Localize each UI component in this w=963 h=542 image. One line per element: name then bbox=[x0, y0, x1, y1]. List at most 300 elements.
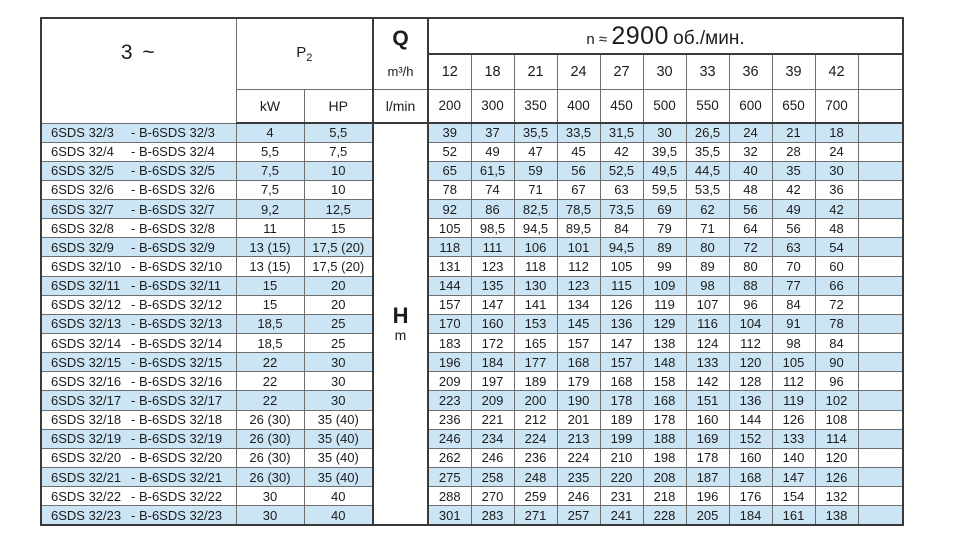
flow-m3h-value-cell: 42 bbox=[815, 54, 858, 89]
flow-label: Q bbox=[392, 26, 409, 50]
head-value-cell: 177 bbox=[514, 353, 557, 372]
head-value-cell: 78 bbox=[428, 180, 471, 199]
model-name-b-variant: - B-6SDS 32/9 bbox=[131, 239, 215, 255]
table-row bbox=[41, 238, 903, 257]
head-value-cell: 188 bbox=[643, 429, 686, 448]
flow-m3h-value-cell: 36 bbox=[729, 54, 772, 89]
hp-unit-cell: HP bbox=[304, 89, 373, 123]
model-name-b-variant: - B-6SDS 32/19 bbox=[131, 431, 223, 447]
head-value-cell: 91 bbox=[772, 314, 815, 333]
head-value-cell: 31,5 bbox=[600, 123, 643, 142]
head-value-cell: 32 bbox=[729, 142, 772, 161]
head-value-cell: 24 bbox=[815, 142, 858, 161]
head-value-cell: 86 bbox=[471, 200, 514, 219]
table-row bbox=[41, 410, 903, 429]
head-value-cell: 126 bbox=[600, 295, 643, 314]
table-row bbox=[41, 334, 903, 353]
table-row bbox=[41, 219, 903, 238]
head-value-cell: 288 bbox=[428, 487, 471, 506]
power-kw-cell: 9,2 bbox=[236, 200, 304, 219]
head-value-cell: 36 bbox=[815, 180, 858, 199]
model-name-b-variant: - B-6SDS 32/13 bbox=[131, 316, 223, 332]
head-value-cell: 131 bbox=[428, 257, 471, 276]
table-row bbox=[41, 295, 903, 314]
model-name-b-variant: - B-6SDS 32/10 bbox=[131, 259, 223, 275]
power-hp-cell: 5,5 bbox=[304, 123, 373, 142]
head-value-cell: 48 bbox=[729, 180, 772, 199]
head-value-cell: 56 bbox=[557, 161, 600, 180]
head-value-cell: 275 bbox=[428, 468, 471, 487]
power-kw-cell: 22 bbox=[236, 353, 304, 372]
head-value-cell: 178 bbox=[686, 448, 729, 467]
power-kw-cell: 18,5 bbox=[236, 334, 304, 353]
head-value-cell: 200 bbox=[514, 391, 557, 410]
head-value-cell: 123 bbox=[471, 257, 514, 276]
head-value-cell: 119 bbox=[772, 391, 815, 410]
flow-m3h-value-cell: 39 bbox=[772, 54, 815, 89]
head-value-cell: 49,5 bbox=[643, 161, 686, 180]
pump-table-container bbox=[40, 17, 904, 526]
head-value-cell: 53,5 bbox=[686, 180, 729, 199]
head-value-cell: 98 bbox=[772, 334, 815, 353]
model-name-b-variant: - B-6SDS 32/6 bbox=[131, 182, 215, 198]
flow-m3h-value-cell: 12 bbox=[428, 54, 471, 89]
head-value-cell: 147 bbox=[600, 334, 643, 353]
table-row bbox=[41, 276, 903, 295]
head-value-cell: 196 bbox=[686, 487, 729, 506]
model-name: 6SDS 32/14 bbox=[51, 335, 122, 351]
model-name-b-variant: - B-6SDS 32/8 bbox=[131, 220, 215, 236]
head-value-cell: 209 bbox=[471, 391, 514, 410]
head-value-cell: 184 bbox=[471, 353, 514, 372]
head-value-cell: 99 bbox=[643, 257, 686, 276]
head-value-cell: 56 bbox=[772, 219, 815, 238]
head-value-cell: 130 bbox=[514, 276, 557, 295]
table-row bbox=[41, 468, 903, 487]
table-header bbox=[41, 18, 903, 123]
head-value-cell: 33,5 bbox=[557, 123, 600, 142]
head-value-cell: 189 bbox=[600, 410, 643, 429]
head-value-cell: 105 bbox=[772, 353, 815, 372]
head-value-cell: 151 bbox=[686, 391, 729, 410]
head-value-cell: 210 bbox=[600, 448, 643, 467]
head-value-cell: 138 bbox=[643, 334, 686, 353]
head-value-cell: 84 bbox=[772, 295, 815, 314]
model-name: 6SDS 32/17 bbox=[51, 393, 122, 409]
phase-label: 3 ~ bbox=[120, 41, 157, 64]
head-value-cell: 136 bbox=[600, 314, 643, 333]
model-name: 6SDS 32/22 bbox=[51, 488, 122, 504]
model-cell bbox=[41, 142, 236, 161]
power-kw-cell: 13 (15) bbox=[236, 238, 304, 257]
power-hp-cell: 12,5 bbox=[304, 200, 373, 219]
power-hp-cell: 40 bbox=[304, 487, 373, 506]
head-value-cell: 283 bbox=[471, 506, 514, 525]
flow-lmin-value-cell: 550 bbox=[686, 89, 729, 123]
power-kw-cell: 15 bbox=[236, 295, 304, 314]
model-name-b-variant: - B-6SDS 32/15 bbox=[131, 354, 223, 370]
head-value-cell: 39 bbox=[428, 123, 471, 142]
head-value-cell: 59 bbox=[514, 161, 557, 180]
speed-value: 2900 bbox=[611, 21, 669, 50]
head-value-cell: 94,5 bbox=[600, 238, 643, 257]
model-name: 6SDS 32/21 bbox=[51, 469, 122, 485]
power-hp-cell: 7,5 bbox=[304, 142, 373, 161]
head-value-cell: 71 bbox=[514, 180, 557, 199]
head-value-cell: 129 bbox=[643, 314, 686, 333]
power-kw-cell: 11 bbox=[236, 219, 304, 238]
flow-m3h-empty-cell bbox=[858, 54, 903, 89]
table-row bbox=[41, 429, 903, 448]
flow-lmin-empty-cell bbox=[858, 89, 903, 123]
head-value-cell: 80 bbox=[729, 257, 772, 276]
head-value-cell: 235 bbox=[557, 468, 600, 487]
model-name-b-variant: - B-6SDS 32/22 bbox=[131, 488, 223, 504]
head-value-cell: 218 bbox=[643, 487, 686, 506]
head-empty-cell bbox=[858, 219, 903, 238]
model-name: 6SDS 32/15 bbox=[51, 354, 122, 370]
model-name: 6SDS 32/10 bbox=[51, 259, 122, 275]
head-value-cell: 136 bbox=[729, 391, 772, 410]
head-value-cell: 105 bbox=[428, 219, 471, 238]
model-name-b-variant: - B-6SDS 32/4 bbox=[131, 144, 215, 160]
head-value-cell: 45 bbox=[557, 142, 600, 161]
head-value-cell: 168 bbox=[643, 391, 686, 410]
head-value-cell: 170 bbox=[428, 314, 471, 333]
table-row bbox=[41, 372, 903, 391]
head-value-cell: 21 bbox=[772, 123, 815, 142]
head-value-cell: 128 bbox=[729, 372, 772, 391]
head-value-cell: 35 bbox=[772, 161, 815, 180]
head-value-cell: 198 bbox=[643, 448, 686, 467]
head-value-cell: 115 bbox=[600, 276, 643, 295]
head-value-cell: 112 bbox=[772, 372, 815, 391]
power-kw-cell: 15 bbox=[236, 276, 304, 295]
head-value-cell: 262 bbox=[428, 448, 471, 467]
head-empty-cell bbox=[858, 506, 903, 525]
head-value-cell: 132 bbox=[815, 487, 858, 506]
head-value-cell: 28 bbox=[772, 142, 815, 161]
model-name-b-variant: - B-6SDS 32/3 bbox=[131, 125, 215, 141]
table-row bbox=[41, 142, 903, 161]
head-value-cell: 183 bbox=[428, 334, 471, 353]
model-name-b-variant: - B-6SDS 32/14 bbox=[131, 335, 223, 351]
head-value-cell: 144 bbox=[729, 410, 772, 429]
power-hp-cell: 30 bbox=[304, 391, 373, 410]
table-row bbox=[41, 353, 903, 372]
head-value-cell: 42 bbox=[600, 142, 643, 161]
head-empty-cell bbox=[858, 257, 903, 276]
power-label: P bbox=[296, 43, 307, 61]
head-value-cell: 39,5 bbox=[643, 142, 686, 161]
head-value-cell: 208 bbox=[643, 468, 686, 487]
head-value-cell: 35,5 bbox=[686, 142, 729, 161]
head-value-cell: 120 bbox=[815, 448, 858, 467]
head-value-cell: 157 bbox=[557, 334, 600, 353]
head-value-cell: 63 bbox=[772, 238, 815, 257]
head-value-cell: 98,5 bbox=[471, 219, 514, 238]
speed-prefix: n ≈ bbox=[586, 30, 608, 48]
power-hp-cell: 10 bbox=[304, 180, 373, 199]
model-name-b-variant: - B-6SDS 32/16 bbox=[131, 373, 223, 389]
head-value-cell: 123 bbox=[557, 276, 600, 295]
power-kw-cell: 26 (30) bbox=[236, 429, 304, 448]
model-name: 6SDS 32/6 bbox=[51, 182, 114, 198]
flow-lmin-value-cell: 200 bbox=[428, 89, 471, 123]
head-value-cell: 145 bbox=[557, 314, 600, 333]
head-value-cell: 221 bbox=[471, 410, 514, 429]
head-value-cell: 88 bbox=[729, 276, 772, 295]
head-value-cell: 184 bbox=[729, 506, 772, 525]
head-value-cell: 98 bbox=[686, 276, 729, 295]
flow-header-cell bbox=[373, 18, 428, 89]
head-value-cell: 59,5 bbox=[643, 180, 686, 199]
power-kw-cell: 30 bbox=[236, 487, 304, 506]
head-value-cell: 126 bbox=[772, 410, 815, 429]
phase-header-cell bbox=[41, 18, 236, 123]
head-value-cell: 30 bbox=[815, 161, 858, 180]
head-value-cell: 72 bbox=[815, 295, 858, 314]
head-value-cell: 89,5 bbox=[557, 219, 600, 238]
head-value-cell: 224 bbox=[514, 429, 557, 448]
power-hp-cell: 40 bbox=[304, 506, 373, 525]
head-value-cell: 64 bbox=[729, 219, 772, 238]
head-value-cell: 101 bbox=[557, 238, 600, 257]
head-value-cell: 106 bbox=[514, 238, 557, 257]
head-empty-cell bbox=[858, 468, 903, 487]
head-value-cell: 109 bbox=[643, 276, 686, 295]
head-value-cell: 154 bbox=[772, 487, 815, 506]
power-hp-cell: 20 bbox=[304, 295, 373, 314]
power-hp-cell: 35 (40) bbox=[304, 410, 373, 429]
model-name-b-variant: - B-6SDS 32/23 bbox=[131, 507, 223, 523]
head-value-cell: 77 bbox=[772, 276, 815, 295]
model-cell bbox=[41, 506, 236, 525]
head-value-cell: 148 bbox=[643, 353, 686, 372]
head-value-cell: 161 bbox=[772, 506, 815, 525]
model-name: 6SDS 32/5 bbox=[51, 163, 114, 179]
model-cell bbox=[41, 257, 236, 276]
head-value-cell: 271 bbox=[514, 506, 557, 525]
flow-m3h-value-cell: 18 bbox=[471, 54, 514, 89]
head-value-cell: 168 bbox=[729, 468, 772, 487]
head-empty-cell bbox=[858, 180, 903, 199]
model-cell bbox=[41, 295, 236, 314]
head-value-cell: 246 bbox=[471, 448, 514, 467]
model-name: 6SDS 32/16 bbox=[51, 373, 122, 389]
head-empty-cell bbox=[858, 276, 903, 295]
head-value-cell: 74 bbox=[471, 180, 514, 199]
head-value-cell: 246 bbox=[428, 429, 471, 448]
model-cell bbox=[41, 161, 236, 180]
head-value-cell: 213 bbox=[557, 429, 600, 448]
power-kw-cell: 13 (15) bbox=[236, 257, 304, 276]
model-cell bbox=[41, 123, 236, 142]
head-value-cell: 152 bbox=[729, 429, 772, 448]
model-cell bbox=[41, 353, 236, 372]
model-cell bbox=[41, 219, 236, 238]
head-value-cell: 26,5 bbox=[686, 123, 729, 142]
head-value-cell: 82,5 bbox=[514, 200, 557, 219]
model-cell bbox=[41, 238, 236, 257]
model-name: 6SDS 32/4 bbox=[51, 144, 114, 160]
flow-lmin-value-cell: 300 bbox=[471, 89, 514, 123]
head-empty-cell bbox=[858, 410, 903, 429]
model-cell bbox=[41, 200, 236, 219]
head-value-cell: 48 bbox=[815, 219, 858, 238]
model-name: 6SDS 32/19 bbox=[51, 431, 122, 447]
model-name-b-variant: - B-6SDS 32/12 bbox=[131, 297, 223, 313]
head-value-cell: 79 bbox=[643, 219, 686, 238]
head-value-cell: 168 bbox=[600, 372, 643, 391]
head-value-cell: 37 bbox=[471, 123, 514, 142]
head-value-cell: 196 bbox=[428, 353, 471, 372]
head-value-cell: 172 bbox=[471, 334, 514, 353]
model-name-b-variant: - B-6SDS 32/20 bbox=[131, 450, 223, 466]
head-value-cell: 157 bbox=[428, 295, 471, 314]
table-body bbox=[41, 123, 903, 525]
head-value-cell: 84 bbox=[815, 334, 858, 353]
head-value-cell: 197 bbox=[471, 372, 514, 391]
head-header-cell bbox=[373, 123, 428, 525]
model-name-b-variant: - B-6SDS 32/5 bbox=[131, 163, 215, 179]
flow-m3h-value-cell: 24 bbox=[557, 54, 600, 89]
head-value-cell: 105 bbox=[600, 257, 643, 276]
head-value-cell: 135 bbox=[471, 276, 514, 295]
head-value-cell: 18 bbox=[815, 123, 858, 142]
head-value-cell: 141 bbox=[514, 295, 557, 314]
head-value-cell: 270 bbox=[471, 487, 514, 506]
head-value-cell: 224 bbox=[557, 448, 600, 467]
head-value-cell: 160 bbox=[686, 410, 729, 429]
head-value-cell: 47 bbox=[514, 142, 557, 161]
head-value-cell: 90 bbox=[815, 353, 858, 372]
head-value-cell: 179 bbox=[557, 372, 600, 391]
head-value-cell: 140 bbox=[772, 448, 815, 467]
head-value-cell: 78,5 bbox=[557, 200, 600, 219]
head-empty-cell bbox=[858, 200, 903, 219]
head-value-cell: 67 bbox=[557, 180, 600, 199]
power-hp-cell: 17,5 (20) bbox=[304, 238, 373, 257]
model-name: 6SDS 32/7 bbox=[51, 201, 114, 217]
head-value-cell: 258 bbox=[471, 468, 514, 487]
power-hp-cell: 17,5 (20) bbox=[304, 257, 373, 276]
head-empty-cell bbox=[858, 314, 903, 333]
head-value-cell: 160 bbox=[471, 314, 514, 333]
head-value-cell: 42 bbox=[772, 180, 815, 199]
model-cell bbox=[41, 410, 236, 429]
model-name: 6SDS 32/9 bbox=[51, 239, 114, 255]
head-value-cell: 246 bbox=[557, 487, 600, 506]
flow-m3h-value-cell: 27 bbox=[600, 54, 643, 89]
head-value-cell: 54 bbox=[815, 238, 858, 257]
speed-unit: об./мин. bbox=[673, 27, 745, 49]
head-value-cell: 78 bbox=[815, 314, 858, 333]
model-cell bbox=[41, 448, 236, 467]
head-value-cell: 118 bbox=[514, 257, 557, 276]
head-value-cell: 65 bbox=[428, 161, 471, 180]
flow-lmin-value-cell: 700 bbox=[815, 89, 858, 123]
head-value-cell: 71 bbox=[686, 219, 729, 238]
head-value-cell: 44,5 bbox=[686, 161, 729, 180]
head-value-cell: 187 bbox=[686, 468, 729, 487]
model-name: 6SDS 32/3 bbox=[51, 125, 114, 141]
flow-lmin-value-cell: 400 bbox=[557, 89, 600, 123]
head-value-cell: 178 bbox=[643, 410, 686, 429]
head-value-cell: 96 bbox=[815, 372, 858, 391]
head-value-cell: 158 bbox=[643, 372, 686, 391]
power-label-subscript: 2 bbox=[306, 51, 313, 64]
pump-performance-table bbox=[40, 17, 904, 526]
head-empty-cell bbox=[858, 123, 903, 142]
head-value-cell: 231 bbox=[600, 487, 643, 506]
head-value-cell: 248 bbox=[514, 468, 557, 487]
head-value-cell: 147 bbox=[471, 295, 514, 314]
flow-lmin-value-cell: 450 bbox=[600, 89, 643, 123]
model-cell bbox=[41, 180, 236, 199]
head-value-cell: 120 bbox=[729, 353, 772, 372]
head-value-cell: 199 bbox=[600, 429, 643, 448]
head-value-cell: 220 bbox=[600, 468, 643, 487]
head-value-cell: 160 bbox=[729, 448, 772, 467]
model-name-b-variant: - B-6SDS 32/11 bbox=[131, 278, 222, 294]
head-value-cell: 112 bbox=[557, 257, 600, 276]
head-value-cell: 223 bbox=[428, 391, 471, 410]
table-row bbox=[41, 448, 903, 467]
head-value-cell: 212 bbox=[514, 410, 557, 429]
head-value-cell: 111 bbox=[471, 238, 514, 257]
head-value-cell: 102 bbox=[815, 391, 858, 410]
power-header-cell bbox=[236, 18, 373, 89]
head-value-cell: 52 bbox=[428, 142, 471, 161]
head-value-cell: 241 bbox=[600, 506, 643, 525]
head-empty-cell bbox=[858, 448, 903, 467]
head-value-cell: 234 bbox=[471, 429, 514, 448]
head-value-cell: 142 bbox=[686, 372, 729, 391]
model-name-b-variant: - B-6SDS 32/17 bbox=[131, 393, 223, 409]
kw-unit-cell: kW bbox=[236, 89, 304, 123]
flow-lmin-value-cell: 600 bbox=[729, 89, 772, 123]
power-hp-cell: 35 (40) bbox=[304, 429, 373, 448]
head-value-cell: 133 bbox=[772, 429, 815, 448]
power-kw-cell: 30 bbox=[236, 506, 304, 525]
head-value-cell: 189 bbox=[514, 372, 557, 391]
model-name: 6SDS 32/23 bbox=[51, 507, 122, 523]
head-value-cell: 61,5 bbox=[471, 161, 514, 180]
head-empty-cell bbox=[858, 238, 903, 257]
power-kw-cell: 4 bbox=[236, 123, 304, 142]
head-empty-cell bbox=[858, 295, 903, 314]
head-value-cell: 42 bbox=[815, 200, 858, 219]
model-name: 6SDS 32/13 bbox=[51, 316, 122, 332]
table-row bbox=[41, 314, 903, 333]
head-value-cell: 168 bbox=[557, 353, 600, 372]
head-value-cell: 176 bbox=[729, 487, 772, 506]
head-value-cell: 144 bbox=[428, 276, 471, 295]
head-value-cell: 178 bbox=[600, 391, 643, 410]
head-value-cell: 89 bbox=[686, 257, 729, 276]
power-kw-cell: 18,5 bbox=[236, 314, 304, 333]
head-value-cell: 126 bbox=[815, 468, 858, 487]
head-value-cell: 190 bbox=[557, 391, 600, 410]
head-value-cell: 62 bbox=[686, 200, 729, 219]
flow-lmin-value-cell: 350 bbox=[514, 89, 557, 123]
head-value-cell: 157 bbox=[600, 353, 643, 372]
head-empty-cell bbox=[858, 334, 903, 353]
table-row bbox=[41, 257, 903, 276]
power-hp-cell: 35 (40) bbox=[304, 468, 373, 487]
head-value-cell: 112 bbox=[729, 334, 772, 353]
